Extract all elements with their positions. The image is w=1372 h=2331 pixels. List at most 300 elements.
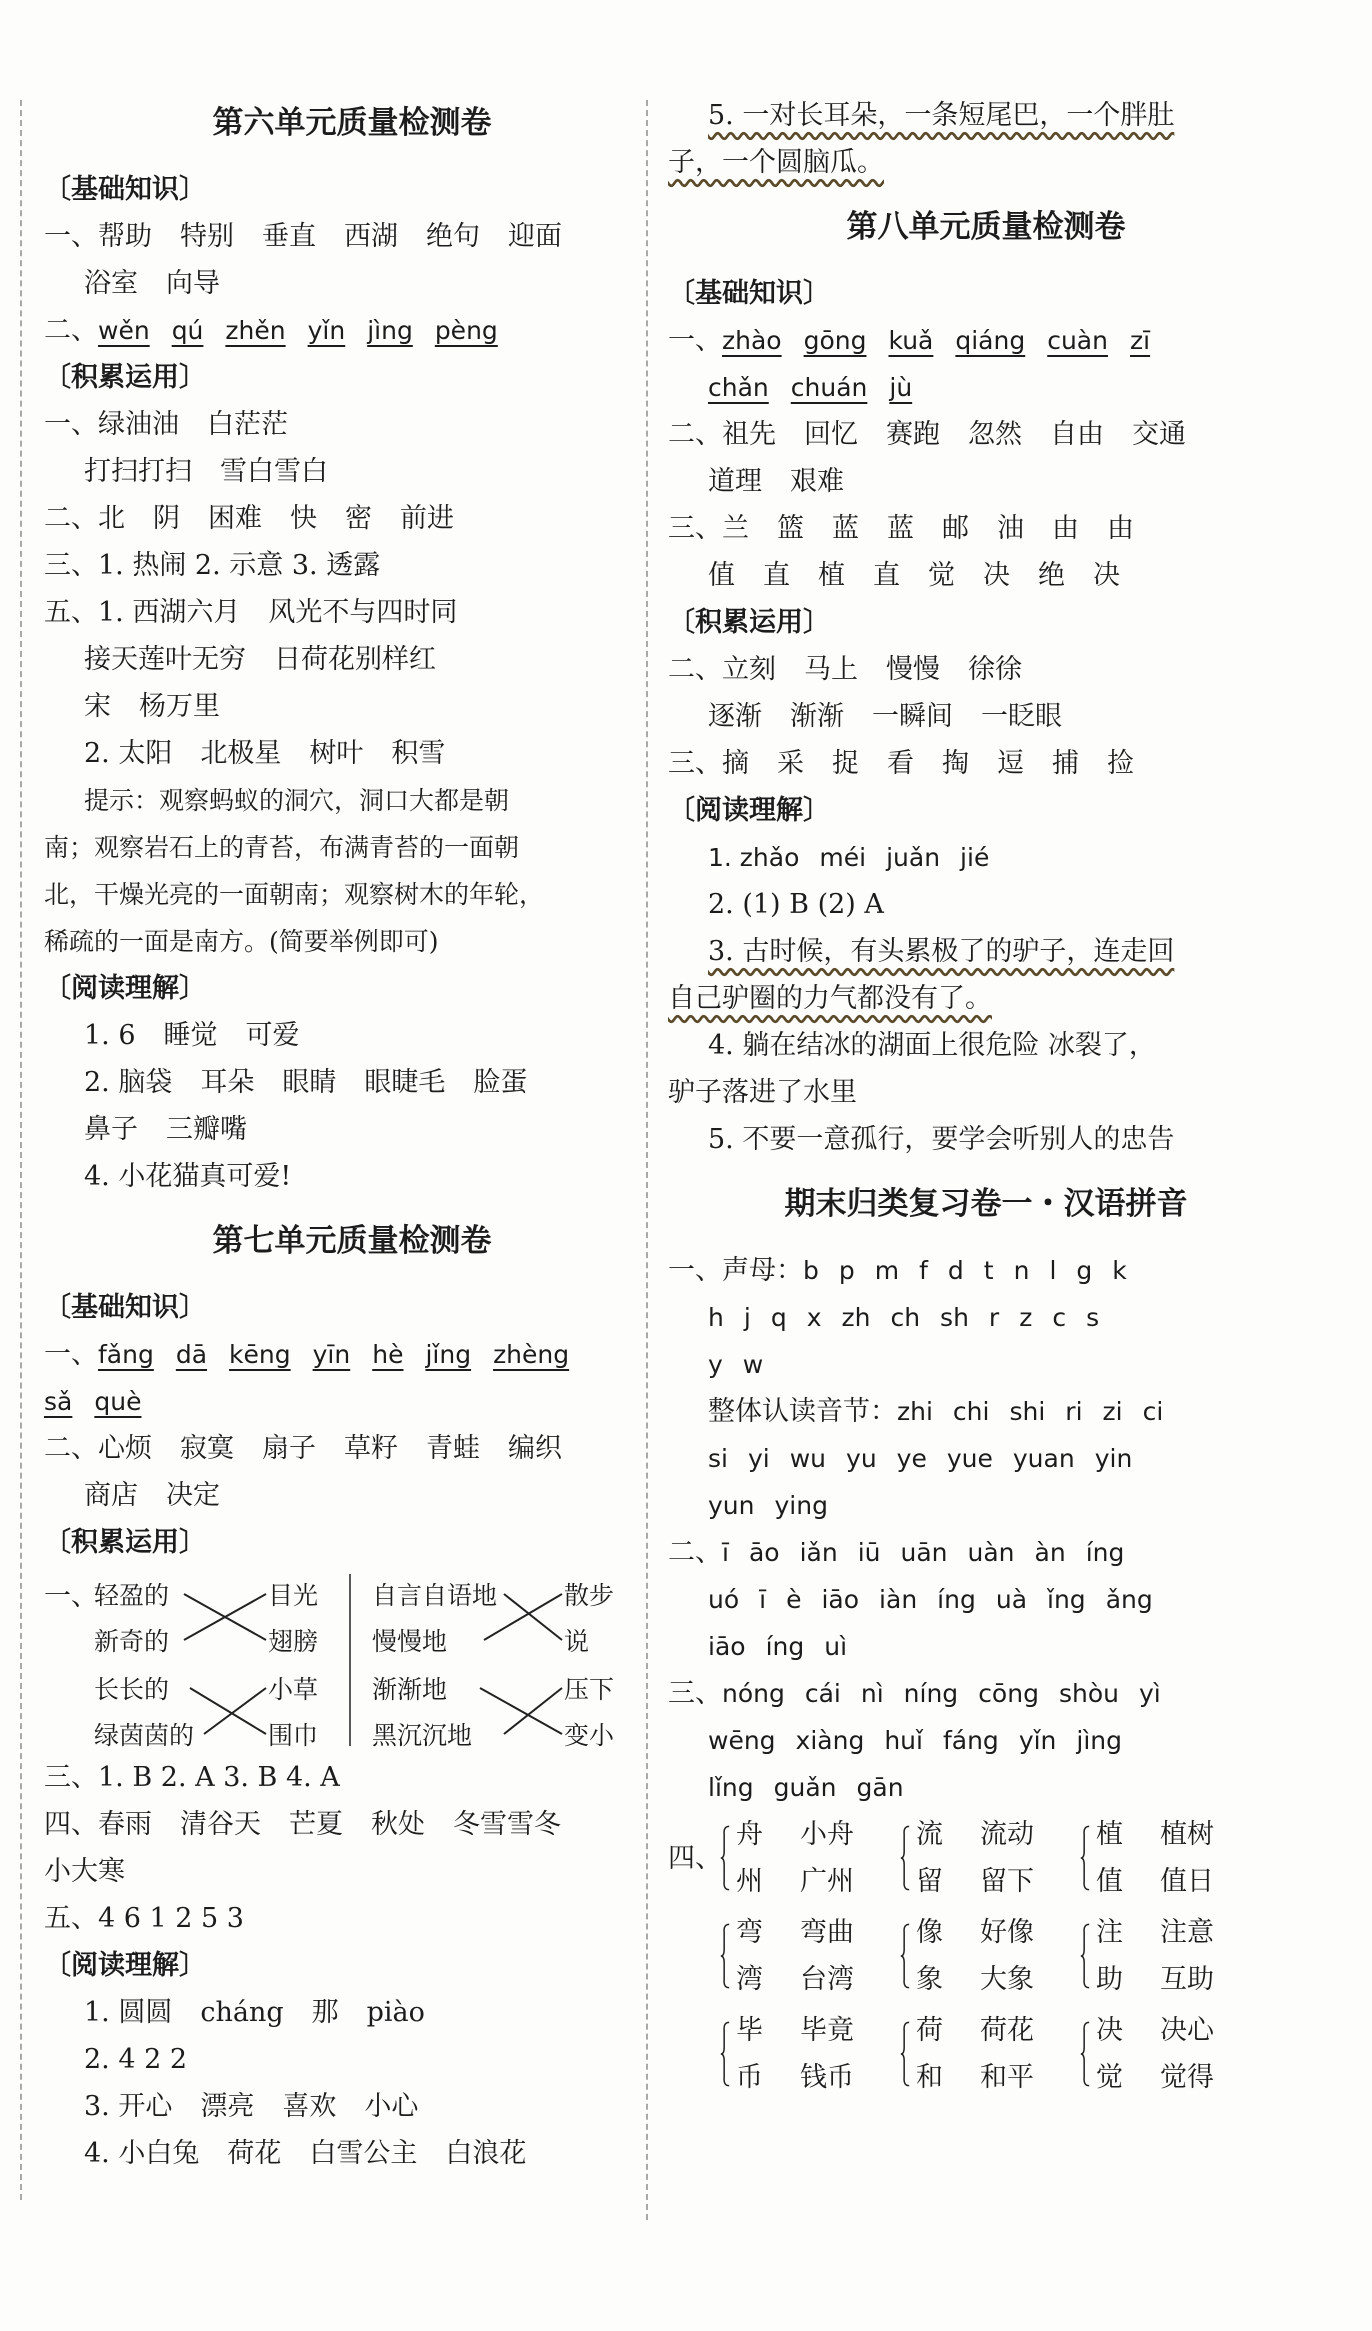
pinyin-answer: uì	[824, 1632, 848, 1661]
unit8-read-heading: 〔阅读理解〕	[668, 795, 830, 826]
pinyin-answer: iāo	[821, 1585, 860, 1614]
right-column	[668, 92, 1264, 2101]
unit8-r5: 5. 不要一意孤行，要学会听别人的忠告	[708, 1124, 1175, 1155]
pinyin-answer: h	[708, 1303, 724, 1332]
answer-word: 芒夏	[289, 1809, 343, 1840]
pinyin-answer: ri	[1065, 1397, 1083, 1426]
unit6-a5-4	[44, 730, 620, 777]
answer-word: 眼睛	[282, 1067, 337, 1098]
answer-word: 脸蛋	[473, 1067, 528, 1098]
review-title: 期末归类复习卷一・汉语拼音	[784, 1186, 1188, 1222]
answer-word: 迎面	[508, 221, 562, 252]
pinyin-answer: yun	[708, 1491, 755, 1520]
answer-word: 商店	[84, 1480, 138, 1511]
unit8-a2	[668, 646, 1264, 693]
review-q2-row2	[668, 1576, 1264, 1623]
group-char: 湾	[736, 1964, 763, 1995]
review-zhengti-row3	[668, 1482, 1264, 1529]
pinyin-answer: chi	[952, 1397, 990, 1426]
unit6-q2	[44, 307, 620, 354]
answer-word: 掏	[942, 748, 969, 779]
unit8-a2-cont	[668, 693, 1264, 740]
pinyin-answer: iàn	[879, 1585, 918, 1614]
pinyin-answer: juǎn	[886, 843, 941, 872]
answer-word: 积雪	[391, 738, 446, 769]
pinyin-answer: yǐn	[307, 316, 346, 345]
answer-word: 值	[708, 560, 735, 591]
unit7-a4	[44, 1801, 620, 1848]
group-word: 决心	[1160, 2015, 1214, 2046]
pinyin-answer: r	[988, 1303, 1000, 1332]
answer-word: 1. 圆圆	[84, 1997, 173, 2028]
pinyin-answer: nóng	[722, 1679, 785, 1708]
unit6-apply-heading: 〔积累运用〕	[44, 362, 206, 393]
answer-word: 摘	[722, 748, 749, 779]
match-left-a-2: 长长的	[94, 1675, 170, 1704]
pinyin-answer: ying	[774, 1491, 828, 1520]
brace-icon	[900, 2014, 910, 2094]
pinyin-answer: yuan	[1012, 1444, 1075, 1473]
group-char: 留	[916, 1866, 943, 1897]
pinyin-answer: wěn	[98, 316, 150, 345]
unit7-title: 第七单元质量检测卷	[212, 1223, 492, 1259]
answer-word: 捡	[1107, 748, 1134, 779]
unit6-r2	[44, 1059, 620, 1106]
q4-row	[668, 2007, 1264, 2101]
unit8-r4a: 4. 躺在结冰的湖面上很危险 冰裂了，	[708, 1030, 1156, 1061]
answer-word: 决定	[166, 1480, 220, 1511]
pinyin-answer: ī	[759, 1585, 767, 1614]
review-q3-row2	[668, 1717, 1264, 1764]
match-left-b-1: 翅膀	[268, 1627, 319, 1656]
group-word: 留下	[980, 1866, 1034, 1897]
review-q1-shengmu	[668, 1247, 1264, 1294]
pinyin-answer: guǎn	[773, 1773, 837, 1802]
group-word: 广州	[800, 1866, 854, 1897]
pinyin-answer: huǐ	[884, 1726, 923, 1755]
wavy-underlined-answer: 5. 一对长耳朵，一条短尾巴，一个胖肚	[708, 100, 1175, 131]
match-left-b-3: 围巾	[268, 1721, 319, 1750]
match-left-b-0: 目光	[268, 1581, 319, 1610]
group-word: 值日	[1160, 1866, 1214, 1897]
match-left-b-2: 小草	[268, 1675, 319, 1704]
answer-word: 忽然	[968, 419, 1022, 450]
pinyin-answer: uān	[900, 1538, 948, 1567]
review-q2-row3	[668, 1623, 1264, 1670]
unit7-r3	[44, 2083, 620, 2130]
pinyin-answer: zhèng	[493, 1340, 570, 1369]
answer-word: 风光不与四时同	[268, 597, 458, 628]
answer-word: 鼻子	[84, 1114, 138, 1145]
unit6-hint-line3: 北，干燥光亮的一面朝南；观察树木的年轮，	[44, 880, 545, 909]
unit8-q1	[668, 317, 1264, 364]
match-right-a-0: 自言自语地	[372, 1581, 498, 1610]
answer-word: 特别	[180, 221, 234, 252]
answer-word: 那	[311, 1997, 339, 2028]
pinyin-answer: p	[838, 1256, 855, 1285]
item-label: 二、	[44, 503, 98, 534]
pinyin-answer: yue	[946, 1444, 993, 1473]
answer-word: 小大寒	[44, 1856, 125, 1887]
pinyin-answer: 1. zhǎo	[708, 843, 800, 872]
answer-word: 雪白雪白	[220, 456, 328, 487]
pinyin-answer: k	[1112, 1256, 1127, 1285]
answer-word: 冬雪雪冬	[453, 1809, 561, 1840]
pinyin-answer: íng	[937, 1585, 976, 1614]
item-label: 二、	[668, 419, 722, 450]
unit6-a1	[44, 401, 620, 448]
unit7-a3: 三、1. B 2. A 3. B 4. A	[44, 1762, 340, 1793]
review-q3-row1	[668, 1670, 1264, 1717]
answer-word: 赛跑	[886, 419, 940, 450]
answer-word: 白雪公主	[309, 2138, 418, 2169]
pinyin-answer: zī	[1129, 326, 1151, 355]
answer-word: 向导	[166, 268, 220, 299]
unit7-read-heading: 〔阅读理解〕	[44, 1950, 206, 1981]
answer-word: 可爱	[245, 1020, 300, 1051]
left-margin-dashed-line	[20, 100, 22, 2200]
pinyin-answer: yīn	[312, 1340, 351, 1369]
unit7-a4-cont	[44, 1848, 620, 1895]
review-shengmu-row3	[668, 1341, 1264, 1388]
answer-word: 决	[983, 560, 1010, 591]
review-q4-char-groups	[668, 1811, 1264, 2101]
group-word: 钱币	[800, 2062, 854, 2093]
answer-word: 马上	[804, 654, 858, 685]
answer-word: 采	[777, 748, 804, 779]
unit7-basic-heading: 〔基础知识〕	[44, 1292, 206, 1323]
match-right-b-1: 说	[564, 1627, 590, 1656]
pinyin-answer: qú	[171, 316, 204, 345]
pinyin-answer: x	[806, 1303, 822, 1332]
match-right-b-0: 散步	[564, 1581, 615, 1610]
unit7-r2: 2. 4 2 2	[84, 2044, 188, 2075]
unit6-r1	[44, 1012, 620, 1059]
pinyin-answer: ye	[896, 1444, 927, 1473]
pinyin-answer: cōng	[978, 1679, 1039, 1708]
pinyin-answer: kuǎ	[888, 326, 934, 355]
match-left-a-0: 轻盈的	[94, 1581, 170, 1610]
item-label: 二、	[668, 654, 722, 685]
answer-word: 艰难	[790, 466, 844, 497]
unit6-r4: 4. 小花猫真可爱!	[84, 1161, 292, 1192]
unit8-r4b: 驴子落进了水里	[668, 1077, 857, 1108]
unit8-r3-wavy: 3. 古时候，有头累极了的驴子，连走回	[708, 936, 1175, 967]
pinyin-answer: yi	[747, 1444, 770, 1473]
review-q3-row3	[668, 1764, 1264, 1811]
answer-word: 树叶	[309, 738, 364, 769]
group-word: 觉得	[1160, 2062, 1214, 2093]
answer-word: 1. 6	[84, 1020, 136, 1051]
pinyin-answer: nì	[860, 1679, 884, 1708]
item-label: 五、	[44, 597, 98, 628]
group-char: 像	[916, 1917, 943, 1948]
item-label: 三、	[668, 1678, 722, 1709]
answer-word: 垂直	[262, 221, 316, 252]
item-label: 二、	[44, 1433, 98, 1464]
unit8-r3a	[668, 928, 1264, 975]
unit7-r4	[44, 2130, 620, 2177]
answer-word: 寂寞	[180, 1433, 234, 1464]
brace-icon	[1080, 1818, 1090, 1898]
pinyin-answer: jìng	[367, 316, 413, 345]
group-char: 注	[1096, 1917, 1123, 1948]
pinyin-answer: l	[1049, 1256, 1057, 1285]
unit7-q1-cont	[44, 1378, 620, 1425]
answer-word: 三瓣嘴	[166, 1114, 247, 1145]
answer-word: 春雨	[98, 1809, 152, 1840]
answer-word: 白茫茫	[207, 409, 288, 440]
answer-word: 1. 西湖六月	[98, 597, 241, 628]
answer-word: 白浪花	[445, 2138, 527, 2169]
unit6-q1	[44, 213, 620, 260]
pinyin-answer: ǐng	[1047, 1585, 1086, 1614]
pinyin-answer: cuàn	[1047, 326, 1108, 355]
answer-word: 扇子	[262, 1433, 316, 1464]
group-word: 流动	[980, 1819, 1034, 1850]
pinyin-answer: zhào	[722, 326, 782, 355]
pinyin-answer: ī	[722, 1538, 729, 1567]
answer-word: 徐徐	[968, 654, 1022, 685]
answer-word: 喜欢	[282, 2091, 337, 2122]
pinyin-answer: pèng	[434, 316, 498, 345]
answer-word: 交通	[1132, 419, 1186, 450]
pinyin-answer: q	[770, 1303, 787, 1332]
item-label: 一、	[44, 221, 98, 252]
unit6-r2-cont	[44, 1106, 620, 1153]
item-label: 三、	[668, 513, 722, 544]
answer-word: 密	[345, 503, 372, 534]
pinyin-answer: āo	[748, 1538, 780, 1567]
answer-word: 立刻	[722, 654, 776, 685]
answer-word: 祖先	[722, 419, 776, 450]
group-word: 和平	[980, 2062, 1034, 2093]
pinyin-answer: zh	[841, 1303, 871, 1332]
group-word: 好像	[980, 1917, 1034, 1948]
brace-icon	[720, 1818, 730, 1898]
group-word: 弯曲	[800, 1917, 854, 1948]
unit6-basic-heading: 〔基础知识〕	[44, 174, 206, 205]
brace-icon	[720, 2014, 730, 2094]
answer-word: 2. 脑袋	[84, 1067, 173, 1098]
answer-word: 北	[98, 503, 125, 534]
unit6-a2	[44, 495, 620, 542]
pinyin-answer: uàn	[967, 1538, 1015, 1567]
answer-word: 4. 小白兔	[84, 2138, 200, 2169]
pinyin-answer: qiáng	[955, 326, 1026, 355]
pinyin-answer: íng	[1085, 1538, 1125, 1567]
pinyin-answer: w	[742, 1350, 764, 1379]
answer-word: 打扫打扫	[84, 456, 192, 487]
unit8-q3-row2	[668, 552, 1264, 599]
answer-word: 慢慢	[886, 654, 940, 685]
center-dashed-divider	[646, 100, 648, 2220]
item-label: 二、	[668, 1537, 722, 1568]
pinyin-answer: hè	[372, 1340, 404, 1369]
unit7-r5-line1	[668, 92, 1264, 139]
answer-word: 一眨眼	[981, 701, 1062, 732]
answer-word: 植	[818, 560, 845, 591]
review-zhengti-row1	[668, 1388, 1264, 1435]
unit8-basic-heading: 〔基础知识〕	[668, 278, 830, 309]
answer-word: 西湖	[344, 221, 398, 252]
answer-word: 篮	[777, 513, 804, 544]
answer-word: 眼睫毛	[364, 1067, 446, 1098]
pinyin-answer: fáng	[942, 1726, 999, 1755]
group-char: 荷	[916, 2015, 943, 2046]
pinyin-answer: d	[947, 1256, 964, 1285]
unit8-q2-cont	[668, 458, 1264, 505]
item-label: 一、	[668, 325, 722, 356]
pinyin-answer: m	[874, 1256, 900, 1285]
pinyin-answer: ch	[890, 1303, 921, 1332]
pinyin-answer: zhěn	[225, 316, 286, 345]
unit6-read-heading: 〔阅读理解〕	[44, 973, 206, 1004]
answer-word: 由	[1052, 513, 1079, 544]
answer-word: 看	[887, 748, 914, 779]
answer-word: 北极星	[200, 738, 282, 769]
answer-word: 自由	[1050, 419, 1104, 450]
group-word: 毕竟	[800, 2015, 854, 2046]
answer-word: 由	[1107, 513, 1134, 544]
answer-word: 邮	[942, 513, 969, 544]
answer-word: 逗	[997, 748, 1024, 779]
q4-row	[668, 1909, 1264, 2003]
pinyin-answer: xiàng	[795, 1726, 865, 1755]
unit7-matching-exercise	[44, 1566, 620, 1754]
pinyin-answer: iǎn	[799, 1538, 838, 1567]
answer-word: 蓝	[887, 513, 914, 544]
group-word: 植树	[1160, 1819, 1214, 1850]
answer-word: 蓝	[832, 513, 859, 544]
unit8-apply-heading: 〔积累运用〕	[668, 607, 830, 638]
answer-word: 耳朵	[200, 1067, 255, 1098]
unit7-r1	[44, 1989, 620, 2036]
pinyin-answer: jù	[889, 373, 913, 402]
answer-word: 日荷花别样红	[274, 644, 436, 675]
item-label: 四、	[668, 1843, 722, 1874]
item-label: 三、	[668, 748, 722, 779]
answer-word: 快	[290, 503, 317, 534]
pinyin-answer: jìng	[1076, 1726, 1123, 1755]
review-zhengti-row2	[668, 1435, 1264, 1482]
pinyin-answer: g	[1076, 1256, 1093, 1285]
unit6-a5-3	[44, 683, 620, 730]
left-column	[44, 92, 620, 2177]
pinyin-answer: chuán	[790, 373, 868, 402]
answer-word: 绝句	[426, 221, 480, 252]
answer-word: 回忆	[804, 419, 858, 450]
item-label: 二、	[44, 315, 98, 346]
group-char: 和	[916, 2062, 943, 2093]
match-right-a-2: 渐渐地	[372, 1675, 448, 1704]
answer-word: 油	[997, 513, 1024, 544]
pinyin-answer: iū	[857, 1538, 881, 1567]
pinyin-answer: jǐng	[425, 1340, 472, 1369]
pinyin-answer: z	[1019, 1303, 1033, 1332]
pinyin-answer: wēng	[708, 1726, 776, 1755]
pinyin-answer: ǎng	[1105, 1585, 1153, 1614]
answer-word: 秋处	[371, 1809, 425, 1840]
unit8-q3-row1	[668, 505, 1264, 552]
brace-icon	[720, 1916, 730, 1996]
pinyin-answer: kēng	[229, 1340, 291, 1369]
answer-word: 浴室	[84, 268, 138, 299]
unit6-title: 第六单元质量检测卷	[212, 105, 492, 141]
pinyin-answer: f	[919, 1256, 928, 1285]
pinyin-answer: sh	[940, 1303, 969, 1332]
group-word: 互助	[1160, 1964, 1214, 1995]
pinyin-answer: b	[803, 1256, 819, 1285]
matching-lines	[44, 1566, 620, 1754]
brace-icon	[900, 1818, 910, 1898]
group-char: 舟	[736, 1819, 763, 1850]
answer-word: 3. 开心	[84, 2091, 173, 2122]
pinyin-answer: lǐng	[708, 1773, 754, 1802]
pinyin-answer: s	[1086, 1303, 1100, 1332]
answer-word: 直	[873, 560, 900, 591]
unit7-r5-line2	[668, 139, 1264, 186]
answer-word: 一瞬间	[872, 701, 953, 732]
brace-icon	[1080, 2014, 1090, 2094]
pinyin-answer: dā	[175, 1340, 208, 1369]
answer-word: 困难	[208, 503, 262, 534]
group-word: 台湾	[800, 1964, 854, 1995]
pinyin-answer: si	[708, 1444, 728, 1473]
answer-word: 杨万里	[139, 691, 220, 722]
answer-word: 2. 太阳	[84, 738, 173, 769]
pinyin-answer: àn	[1034, 1538, 1066, 1567]
pinyin-answer: fǎng	[98, 1340, 154, 1369]
unit7-q1	[44, 1331, 620, 1378]
answer-word: cháng	[200, 1997, 284, 2028]
item-label: 一、声母：	[668, 1255, 803, 1286]
group-char: 植	[1096, 1819, 1123, 1850]
answer-word: 捉	[832, 748, 859, 779]
answer-word: 宋	[84, 691, 111, 722]
pinyin-answer: y	[708, 1350, 723, 1379]
pinyin-answer: zhi	[897, 1397, 933, 1426]
answer-word: 帮助	[98, 221, 152, 252]
unit6-q1-cont	[44, 260, 620, 307]
group-char: 弯	[736, 1917, 763, 1948]
answer-word: 睡觉	[163, 1020, 218, 1051]
answer-word: 清谷天	[180, 1809, 261, 1840]
unit8-r3-wavy-cont: 自己驴圈的力气都没有了。	[668, 983, 992, 1014]
review-q2-row1	[668, 1529, 1264, 1576]
unit6-a5-2	[44, 636, 620, 683]
answer-word: 心烦	[98, 1433, 152, 1464]
answer-word: 阴	[153, 503, 180, 534]
answer-word: 青蛙	[426, 1433, 480, 1464]
pinyin-answer: yì	[1138, 1679, 1161, 1708]
match-right-a-3: 黑沉沉地	[372, 1721, 473, 1750]
pinyin-answer: méi	[819, 843, 867, 872]
match-right-b-3: 变小	[564, 1721, 615, 1750]
pinyin-answer: jié	[960, 843, 990, 872]
unit6-hint-line2: 南；观察岩石上的青苔，布满青苔的一面朝	[44, 833, 520, 862]
answer-word: 道理	[708, 466, 762, 497]
answer-word: 渐渐	[790, 701, 844, 732]
match-left-a-3: 绿茵茵的	[94, 1721, 195, 1750]
pinyin-answer: cái	[804, 1679, 841, 1708]
pinyin-answer: gān	[856, 1773, 904, 1802]
answer-word: piào	[366, 1997, 425, 2028]
brace-icon	[1080, 1916, 1090, 1996]
answer-word: 绿油油	[98, 409, 179, 440]
match-left-a-1: 新奇的	[94, 1627, 170, 1656]
unit7-q2	[44, 1425, 620, 1472]
